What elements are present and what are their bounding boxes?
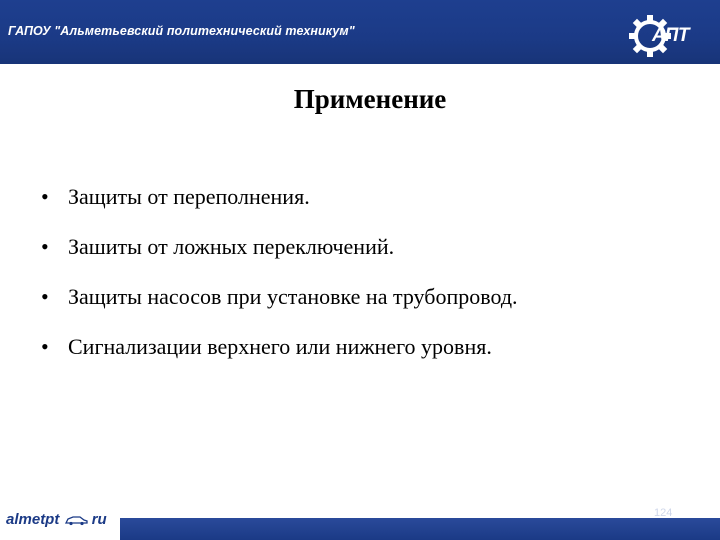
bullet-text: Зашиты от ложных переключений. xyxy=(68,234,395,259)
bullet-list xyxy=(38,184,518,384)
institution-title: ГАПОУ "Альметьевский политехнический техникум" xyxy=(8,24,355,38)
bullet-text: Защиты насосов при установке на трубопровод. xyxy=(68,284,518,309)
bullet-dot: • xyxy=(41,284,49,309)
page-number: 124 xyxy=(654,507,673,519)
bullet-dot: • xyxy=(41,334,49,359)
bullet-dot: • xyxy=(41,184,49,209)
bullet-text: Сигнализации верхнего или нижнего уровня. xyxy=(68,334,492,359)
slide-title: Применение xyxy=(293,84,447,114)
bullet-item xyxy=(38,234,518,284)
footer-bar xyxy=(120,518,720,540)
bullet-dot: • xyxy=(41,234,49,259)
bullet-item xyxy=(38,284,518,334)
slide-header xyxy=(0,0,720,64)
bullet-text: Защиты от переполнения. xyxy=(68,184,310,209)
bullet-item xyxy=(38,334,518,384)
footer-brand-left: almetpt xyxy=(6,511,60,528)
footer-brand-right: ru xyxy=(91,511,107,528)
footer-brand[interactable] xyxy=(6,511,107,528)
bullet-item xyxy=(38,184,518,234)
car-icon xyxy=(64,514,88,526)
logo-text: АПТ xyxy=(652,25,690,46)
